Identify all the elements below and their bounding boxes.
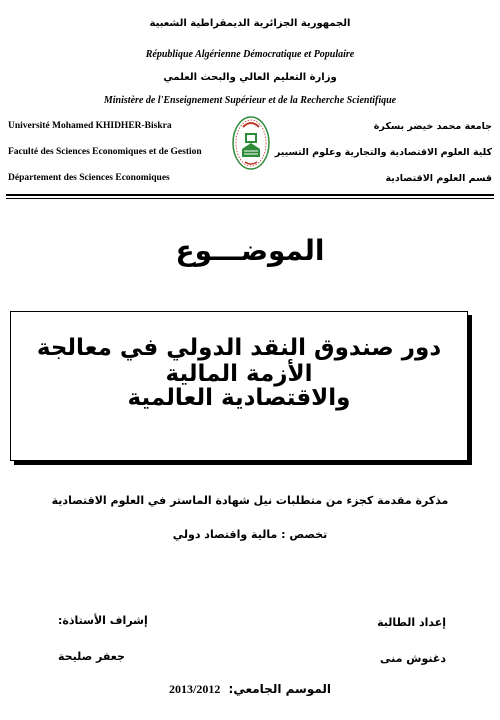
header-divider-thin <box>6 198 494 199</box>
republic-arabic: الجمهورية الجزائرية الديمقراطية الشعبية <box>149 18 351 29</box>
header-divider <box>6 194 494 196</box>
republic-french: République Algérienne Démocratique et Populaire <box>145 49 355 60</box>
department-french: Département des Sciences Economiques <box>8 173 170 183</box>
specialty: تخصص : مالية واقتصاد دولي <box>172 528 328 541</box>
faculty-arabic: كلية العلوم الاقتصادية والتجارية وعلوم التسيير <box>274 147 492 158</box>
subject-heading: الموضـــوع <box>175 234 325 267</box>
department-arabic: قسم العلوم الاقتصادية <box>385 173 492 184</box>
supervisor-label: إشراف الأستاذة: <box>58 614 148 627</box>
prepared-by-label: إعداد الطالبة <box>377 616 446 629</box>
student-name: دغنوش منى <box>380 652 446 665</box>
university-logo <box>231 113 271 171</box>
academic-year-label: الموسم الجامعي: <box>228 682 332 696</box>
academic-year: 2013/2012 <box>168 682 221 696</box>
faculty-french: Faculté des Sciences Economiques et de Gestion <box>8 147 202 157</box>
thesis-title-line-1: دور صندوق النقد الدولي في معالجة الأزمة المالية <box>36 335 442 387</box>
ministry-arabic: وزارة التعليم العالي والبحث العلمي <box>163 72 337 83</box>
thesis-title-line-2: والاقتصادية العالمية <box>127 385 351 411</box>
university-arabic: جامعة محمد خيضر بسكرة <box>373 121 492 132</box>
ministry-french: Ministère de l'Enseignement Supérieur et de la Recherche Scientifique <box>103 95 397 106</box>
academic-year-row <box>0 682 500 697</box>
university-french: Université Mohamed KHIDHER-Biskra <box>8 121 172 131</box>
memo-statement: مذكرة مقدمة كجزء من متطلبات نيل شهادة الماستر في العلوم الاقتصادية <box>51 494 449 507</box>
supervisor-name: جعفر صليحة <box>58 650 125 663</box>
